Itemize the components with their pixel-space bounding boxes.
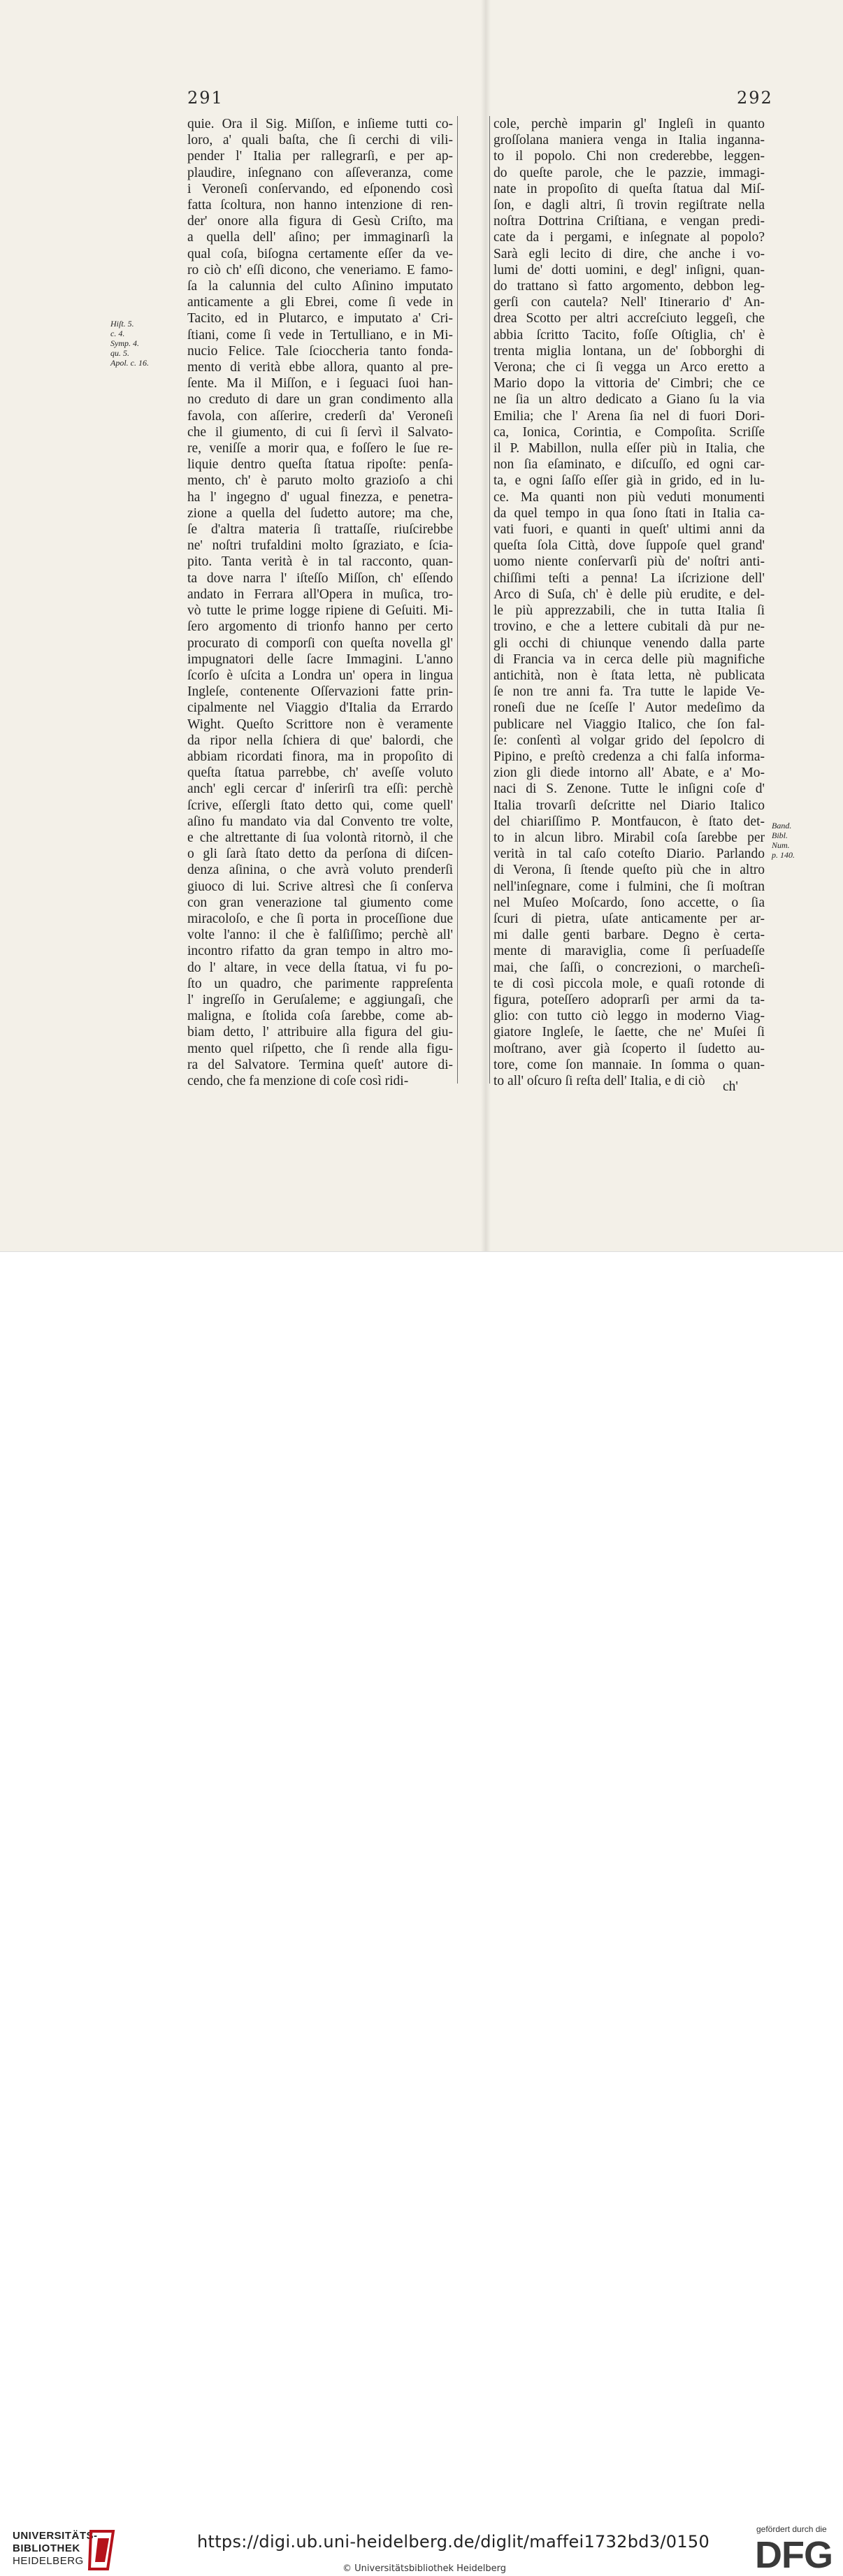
text-line: ce. Ma quanti non più veduti monumenti xyxy=(493,489,765,505)
text-line: fatta ſcoltura, non hanno intenzione di ren- xyxy=(187,198,453,213)
text-line: pito. Tanta verità è in tal racconto, quan- xyxy=(187,554,453,570)
text-line: do l' altare, in vece della ſtatua, vi fu po- xyxy=(187,960,453,975)
text-line: do queſte parole, che le pazzie, immagi- xyxy=(493,165,765,180)
text-line: loro, a' quali baſta, che ſi cerchi di vili- xyxy=(187,133,453,148)
text-line: mento, ch' è paruto molto grazioſo a chi xyxy=(187,473,453,489)
text-line: non ſia eſaminato, e diſcuſſo, ed ogni car- xyxy=(493,457,765,473)
text-line: te di così piccola mole, e quaſi rotonde di xyxy=(493,976,765,991)
text-line: no creduto di dare un gran condimento alla xyxy=(187,392,453,408)
column-rule-right xyxy=(489,116,490,1084)
text-line: ne ſia un altro dedicato a Giano ſu la via xyxy=(493,392,765,408)
text-line: nate in propoſito di queſta ſtatua dal Miſ- xyxy=(493,181,765,196)
text-line: ſcuri di pietra, uſate anticamente per ar- xyxy=(493,911,765,926)
text-line: der' onore alla figura di Gesù Criſto, ma xyxy=(187,214,453,229)
text-line: ſe: conſentì al volgar grido del ſepolcro di xyxy=(493,733,765,748)
sponsor-label: gefördert durch die xyxy=(756,2524,827,2534)
text-line: del chiariſſimo P. Montfaucon, è ſtato det- xyxy=(493,814,765,829)
text-line: giatore Ingleſe, le ſaette, che ne' Muſei ſi xyxy=(493,1025,765,1040)
text-line: zione a quella del ſudetto autore; ma che, xyxy=(187,505,453,521)
margin-notes-right: Band. Bibl. Num. p. 140. xyxy=(772,821,795,860)
text-line: di Francia va in cerca delle più magnifiche xyxy=(493,652,765,667)
text-line: vati fuori, e quanti in queſt' ultimi anni da xyxy=(493,522,765,538)
text-line: ra del Salvatore. Termina queſt' autore di- xyxy=(187,1057,453,1072)
text-line: incontro rifatto da gran tempo in altro mo- xyxy=(187,944,453,959)
text-line: ſto un quadro, che parimente rappreſenta xyxy=(187,976,453,991)
text-line: uomo niente conſervarſi più de' noſtri anti- xyxy=(493,554,765,570)
text-line: ſtiani, come ſi vede in Tertulliano, e in Mi- xyxy=(187,327,453,343)
text-line: liquie dentro queſta ſtatua ripoſte: penſa- xyxy=(187,457,453,473)
text-line: mi dalle genti barbare. Degno è certa- xyxy=(493,928,765,943)
text-line: da quel tempo in qua ſono ſtati in Italia ca- xyxy=(493,505,765,521)
left-text-column xyxy=(187,116,453,1089)
catchword: ch' xyxy=(723,1079,738,1094)
text-line: Mario dopo la vittoria de' Cimbri; che ce xyxy=(493,376,765,391)
text-line: ro ciò ch' eſſi dicono, che veneriamo. E famo- xyxy=(187,262,453,278)
dfg-logo: DFG xyxy=(755,2534,833,2576)
text-line: glio: con tutto ciò leggo in moderno Viag- xyxy=(493,1009,765,1024)
text-line: denza aſinina, o che avrà voluto prenderſi xyxy=(187,863,453,878)
margin-notes-left: Hiſt. 5. c. 4. Symp. 4. qu. 5. Apol. c. 16. xyxy=(110,319,149,368)
text-line: nel Muſeo Moſcardo, ſono accette, o ſia xyxy=(493,895,765,910)
text-line: zion gli diede intorno all' Abate, e a' Mo- xyxy=(493,765,765,781)
text-line: mente di maraviglia, come ſi perſuadeſſe xyxy=(493,944,765,959)
text-line: ſcrive, eſſergli ſtato detto qui, come quell' xyxy=(187,798,453,813)
text-line: e che altrettante di ſua volontà ritornò, il che xyxy=(187,830,453,845)
text-line: aſino fu mandato via dal Convento tre volte, xyxy=(187,814,453,829)
text-line: di Verona, ſi ſtende queſto più che in altro xyxy=(493,863,765,878)
viewer-footer xyxy=(0,1251,843,2576)
text-line: ca, Ionica, Corintia, e Compoſita. Scriſſe xyxy=(493,424,765,440)
text-line: maligna, e ſtolida coſa ſarebbe, come ab- xyxy=(187,1009,453,1024)
text-line: ne' noſtri trufaldini molto ſgraziato, e ſcia- xyxy=(187,538,453,554)
text-line: figura, poteſſero adoprarſi per armi da ta- xyxy=(493,992,765,1007)
text-line: nucio Felice. Tale ſcioccheria tanto fonda- xyxy=(187,343,453,359)
text-line: impugnatori delle ſacre Immagini. L'anno xyxy=(187,652,453,667)
text-line: Emilia; che l' Arena ſia nel di fuori Dori- xyxy=(493,408,765,424)
text-line: favola, con aſſerire, crederſi da' Veroneſi xyxy=(187,408,453,424)
text-line: to in alcun libro. Mirabil coſa ſarebbe per xyxy=(493,830,765,845)
library-logo-text: UNIVERSITÄTS- BIBLIOTHEK HEIDELBERG xyxy=(13,2530,98,2567)
text-line: cendo, che fa menzione di coſe così ridi- xyxy=(187,1073,409,1088)
text-line: qual coſa, biſogna certamente eſſer da ve- xyxy=(187,246,453,261)
text-line: procurato di comporſi con queſta novella gl' xyxy=(187,635,453,651)
text-line: re, veniſſe a morir qua, e foſſero le ſue re- xyxy=(187,441,453,456)
text-line: ſero argomento di trionfo hanno per certo xyxy=(187,619,453,635)
text-line: il P. Mabillon, nulla eſſer più in Italia, che xyxy=(493,441,765,456)
scanned-page xyxy=(0,0,843,1251)
text-line: anch' egli cercar d' inſerirſi tra eſſi: perchè xyxy=(187,782,453,797)
text-line: pender l' Italia per rallegrarſi, e per ap- xyxy=(187,149,453,164)
text-line: Sarà egli lecito di dire, che anche i vo- xyxy=(493,246,765,261)
text-line: trenta miglia lontana, un de' ſobborghi di xyxy=(493,343,765,359)
text-line: ſon, e dagli altri, ſi trovin regiſtrate nella xyxy=(493,198,765,213)
text-line: chiſſimi teſti a penna! La iſcrizione dell' xyxy=(493,570,765,586)
text-line: publicare nel Viaggio Italico, che ſon fal- xyxy=(493,717,765,732)
text-line: abbiam ricordati finora, ma in propoſito di xyxy=(187,749,453,764)
text-line: volte l'anno: il che è falſiſſimo; perchè all' xyxy=(187,928,453,943)
text-line: Arco di Suſa, ch' è delle più erudite, e del- xyxy=(493,587,765,602)
text-line: Wight. Queſto Scrittore non è veramente xyxy=(187,717,453,732)
library-emblem-icon xyxy=(87,2528,117,2572)
text-line: queſta ſtatua parrebbe, ch' aveſſe voluto xyxy=(187,765,453,781)
text-line: roneſi due ne ſceſſe l' Autor medeſimo da xyxy=(493,700,765,716)
text-line: nell'inſegnare, come i fulmini, che ſi moſtran xyxy=(493,879,765,894)
text-line: queſta ſola Città, dove ſuppoſe quel grand' xyxy=(493,538,765,554)
text-line: biam detto, l' attribuire alla figura del giu- xyxy=(187,1025,453,1040)
text-line: giuoco di lui. Scrive altresì che ſi conſerva xyxy=(187,879,453,894)
text-line: da ripor nella ſchiera di que' balordi, che xyxy=(187,733,453,748)
text-line: gerſi con cautela? Nell' Itinerario d' An- xyxy=(493,295,765,310)
page-url-link[interactable]: https://digi.ub.uni-heidelberg.de/diglit/maffei1732bd3/0150 xyxy=(197,2532,710,2552)
copyright-notice: © Universitätsbibliothek Heidelberg xyxy=(343,2563,507,2574)
text-line: o gli ſarà ſtato detto da perſona di diſcen- xyxy=(187,847,453,862)
right-text-column xyxy=(493,116,765,1089)
text-line: l' ingreſſo in Geruſaleme; e aggiungaſi, che xyxy=(187,992,453,1007)
text-line: do trattano sì fatto argomento, debbon leg- xyxy=(493,279,765,294)
text-line: ſcorſo è uſcita a Londra un' opera in lingua xyxy=(187,668,453,683)
text-line: cipalmente nel Viaggio d'Italia da Errardo xyxy=(187,700,453,716)
text-line: ſe non tre anni fa. Tra tutte le lapide Ve- xyxy=(493,684,765,700)
page-number-left: 291 xyxy=(187,88,224,108)
text-line: to all' oſcuro ſi reſta dell' Italia, e di ciò xyxy=(493,1073,705,1088)
text-line: con gran venerazione tal giumento come xyxy=(187,895,453,910)
text-line: cole, perchè imparin gl' Ingleſi in quanto xyxy=(493,117,765,131)
text-line: anticamente a gli Ebrei, come ſi vede in xyxy=(187,295,453,310)
text-line: ſe d'altra materia ſi trattaſſe, riuſcirebbe xyxy=(187,522,453,538)
text-line: antichità, non è ſtata letta, nè publicata xyxy=(493,668,765,683)
text-line: Italia trovarſi deſcritte nel Diario Italico xyxy=(493,798,765,813)
text-line: drea Scotto per altri accreſciuto leggeſi, che xyxy=(493,311,765,326)
text-line: mai, che ſaſſi, o concrezioni, o marcheſi- xyxy=(493,960,765,975)
text-line: groſſolana maniera venga in Italia inganna- xyxy=(493,133,765,148)
text-line: ſente. Ma il Miſſon, e i ſeguaci ſuoi han- xyxy=(187,376,453,391)
page-number-right: 292 xyxy=(737,88,773,108)
text-line: mento di verità ebbe allora, quanto al pre- xyxy=(187,360,453,375)
text-line: cate da i pergami, e inſegnate al popolo? xyxy=(493,230,765,245)
text-line: abbia ſcritto Tacito, foſſe Oſtiglia, ch' è xyxy=(493,327,765,343)
text-line: Pipino, e preſtò credenza a chi falſa informa- xyxy=(493,749,765,764)
text-line: i Veroneſi conſervando, ed eſponendo così xyxy=(187,181,453,196)
text-line: plaudire, inſegnano con aſſeveranza, come xyxy=(187,165,453,180)
text-line: ſa la calunnia del culto Aſinino imputato xyxy=(187,279,453,294)
text-line: gli occhi di chiunque venendo dalla parte xyxy=(493,635,765,651)
text-line: miracoloſo, e che ſi porta in proceſſione due xyxy=(187,911,453,926)
text-line: noſtra Dottrina Criſtiana, e vengan predi- xyxy=(493,214,765,229)
text-line: le più apprezzabili, che in tutta Italia ſi xyxy=(493,603,765,619)
text-line: vò tutte le prime logge ripiene di Geſuiti. Mi- xyxy=(187,603,453,619)
text-line: moſtrano, aver già ſcoperto il ſudetto au- xyxy=(493,1041,765,1056)
text-line: andato in Ferrara all'Opera in muſica, tro- xyxy=(187,587,453,602)
text-line: che il giumento, di cui ſi ſervì il Salvato- xyxy=(187,424,453,440)
text-line: ta, e ogni ſaſſo eſſer già in grido, ed in lu- xyxy=(493,473,765,489)
text-line: naci di S. Zenone. Tutte le inſigni coſe d' xyxy=(493,782,765,797)
text-line: mento quel riſpetto, che ſi rende alla figu- xyxy=(187,1041,453,1056)
text-line: to il popolo. Chi non crederebbe, leggen- xyxy=(493,149,765,164)
text-line: Verona; che ci ſi vegga un Arco eretto a xyxy=(493,360,765,375)
text-line: lumi de' dotti uomini, e degl' inſigni, quan- xyxy=(493,262,765,278)
text-line: verità in tal caſo coteſto Diario. Parlando xyxy=(493,847,765,862)
text-line: Ingleſe, contenente Oſſervazioni fatte prin- xyxy=(187,684,453,700)
text-line: tore, come ſon mannaie. In ſomma o quan- xyxy=(493,1057,765,1072)
column-rule-left xyxy=(457,116,458,1084)
text-line: ha l' ingegno d' ugual finezza, e penetra- xyxy=(187,489,453,505)
text-line: ta dove narra l' iſteſſo Miſſon, ch' eſſendo xyxy=(187,570,453,586)
text-line: quie. Ora il Sig. Miſſon, e inſieme tutti co- xyxy=(187,117,453,131)
text-line: Tacito, ed in Plutarco, e imputato a' Cri- xyxy=(187,311,453,326)
text-line: a quella dell' aſino; per immaginarſi la xyxy=(187,230,453,245)
text-line: trovino, e che a lettere cubitali dà pur ne- xyxy=(493,619,765,635)
